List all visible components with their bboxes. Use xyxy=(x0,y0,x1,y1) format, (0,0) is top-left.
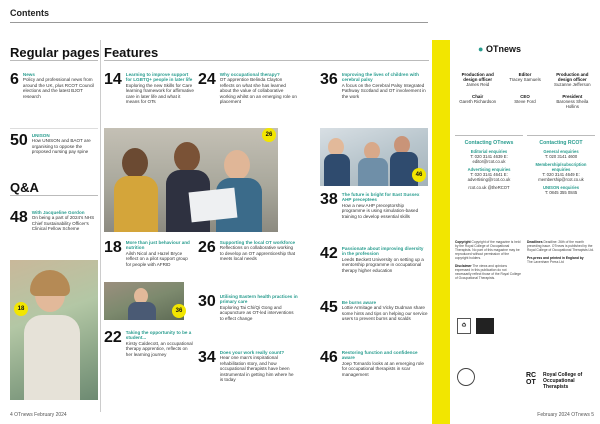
staff-role: Editor xyxy=(518,72,532,77)
entry-title: Learning to improve support for LGBTQ+ people in later life xyxy=(125,72,193,83)
page-number: 45 xyxy=(320,299,338,316)
entry-title: The future is bright for East Sussex AHP preceptees xyxy=(341,192,420,203)
feature-entry-38[interactable] xyxy=(320,192,428,219)
contact-value[interactable]: T: 020 3141 4641 E: advertising@rcot.co.uk xyxy=(467,172,511,182)
entry-title: Supporting the local OT workforce xyxy=(219,240,296,245)
staff-entry xyxy=(455,72,500,88)
page-badge: 36 xyxy=(172,304,186,318)
person-face xyxy=(224,150,250,180)
staff-role: Production and design officer xyxy=(461,72,494,83)
rcot-logo-mark: RC OT xyxy=(526,372,537,386)
staff-role: Production and design officer xyxy=(556,72,589,83)
contact-label: Membership/subscription enquiries xyxy=(535,162,587,172)
divider xyxy=(10,128,98,129)
group-photo xyxy=(104,128,278,232)
deadline-block xyxy=(527,240,595,264)
contact-label: Advertising enquiries xyxy=(467,167,511,172)
column-divider xyxy=(100,40,101,412)
tablet xyxy=(189,188,238,223)
contact-label: UNISON enquiries xyxy=(542,185,580,190)
staff-entry xyxy=(550,72,595,88)
footer-right: February 2024 OTnews 5 xyxy=(537,412,594,418)
entry-text xyxy=(126,72,194,104)
qa-photo xyxy=(10,260,98,400)
entry-description: Leeds Beckett University on setting up a mentorship programme in occupational therapy higher education xyxy=(341,256,424,273)
entry-title: Utilising Eastern health practices in primary care xyxy=(219,294,298,305)
feature-entry-36[interactable] xyxy=(320,72,428,99)
person-body xyxy=(24,315,80,400)
rcot-name: Royal College of Occupational Therapists xyxy=(543,372,583,390)
page-number: 22 xyxy=(104,329,122,346)
copyright-text: Copyright of the magazine is held by the Royal College of Occupational Therapists. No part of this magazine may be reproduced without permission of the copyright holders. xyxy=(455,240,521,260)
deadline-title: Deadlines xyxy=(527,240,543,244)
contact-otnews-box xyxy=(455,135,523,190)
person-body xyxy=(114,176,158,232)
entry-text xyxy=(220,72,298,104)
contact-rcot-box xyxy=(527,135,595,195)
deadline-text: Deadline: 26th of the month preceding issue. OTnews is published by the Royal College of Occupational Therapists Ltd. xyxy=(527,240,595,252)
contact-value[interactable]: T: 020 3141 4649 E: membership@rcot.co.uk xyxy=(538,172,584,182)
fsc-logo-icon xyxy=(476,318,494,334)
feature-entry-18[interactable] xyxy=(104,240,194,267)
entry-text xyxy=(342,350,428,377)
page-number: 46 xyxy=(320,349,338,366)
footer-left: 4 OTnews February 2024 xyxy=(10,412,67,418)
world-land-trust-icon xyxy=(457,368,475,386)
entry-text xyxy=(32,210,98,232)
page-number: 38 xyxy=(320,191,338,208)
staff-role: Chair xyxy=(472,93,484,99)
logo-text: OTnews xyxy=(485,44,521,54)
feature-entry-14[interactable] xyxy=(104,72,194,104)
staff-grid xyxy=(455,72,595,109)
entry-description: Hear one man's inspirational rehabilitation story, and how occupational therapists have been instrumental in getting him where he is today xyxy=(219,355,294,383)
staff-name: Steve Ford xyxy=(514,98,536,104)
entry-description: Ailsh Nicol and Hazel Bryce reflect on a pilot support group for people with AFRID xyxy=(125,250,188,267)
entry-description: Policy and professional news from around the UK, plus RCOT Council elections and the latest BJOT research xyxy=(22,77,95,99)
entry-text xyxy=(220,240,298,262)
page-header-title: Contents xyxy=(10,8,49,18)
entry-text xyxy=(32,133,98,155)
entry-description: Lottie Armitage and Vicky Dudman share some hints and tips on helping our service users to prevent burns and scalds xyxy=(341,305,428,322)
feature-entry-42[interactable] xyxy=(320,246,428,273)
page-badge: 18 xyxy=(14,302,28,316)
press-text: The Lavenham Press Ltd xyxy=(527,260,564,264)
entry-text xyxy=(126,330,194,357)
entry-text xyxy=(342,246,428,273)
feature-entry-24[interactable] xyxy=(198,72,298,104)
box-title: Contacting OTnews xyxy=(464,140,514,146)
staff-role: CEO xyxy=(520,93,530,99)
entry-title: Passionate about improving diversity in the profession xyxy=(341,246,424,257)
feature-entry-30[interactable] xyxy=(198,294,298,321)
page-number: 30 xyxy=(198,293,216,310)
regular-divider xyxy=(10,60,98,61)
contact-line xyxy=(527,162,595,182)
box-title: Contacting RCOT xyxy=(539,140,583,146)
social-links[interactable]: rcot.co.uk @theRCOT xyxy=(468,185,510,190)
regular-entry-unison[interactable] xyxy=(10,133,98,155)
contact-line xyxy=(455,167,523,182)
qa-divider xyxy=(10,195,98,196)
entry-description: On being a part of 2024's NHS Chief Sustainability Officer's Clinical Fellow Scheme xyxy=(31,215,95,232)
person-face xyxy=(122,148,148,178)
contact-label: Editorial enquiries xyxy=(470,149,508,154)
entry-description: Exploring the new Skills for Care learning framework for affirmative care in later life and what it means for OTs xyxy=(125,82,194,105)
entry-text xyxy=(126,240,194,267)
entry-title: Improving the lives of children with cerebral palsy xyxy=(341,72,419,83)
person-body xyxy=(128,302,156,320)
disclaimer-title: Disclaimer xyxy=(455,264,472,268)
entry-title: News xyxy=(22,72,35,77)
feature-entry-34[interactable] xyxy=(198,350,298,382)
qa-entry[interactable] xyxy=(10,210,98,232)
yellow-accent-bar xyxy=(432,40,450,424)
feature-entry-26[interactable] xyxy=(198,240,298,262)
person-body xyxy=(324,154,350,186)
staff-name: Suzanne Jefferson xyxy=(554,82,591,88)
copyright-block xyxy=(455,240,523,280)
otnews-logo xyxy=(478,44,521,54)
contact-value[interactable]: T: 020 3141 4600 xyxy=(544,154,578,159)
page-badge: 46 xyxy=(412,168,426,182)
entry-text xyxy=(220,294,298,321)
entry-title: Taking the opportunity to be a student... xyxy=(125,330,192,341)
person-hair xyxy=(30,270,70,296)
person-body xyxy=(358,158,388,186)
entry-text xyxy=(342,300,428,322)
section-title-qa: Q&A xyxy=(10,180,39,195)
staff-role: President xyxy=(562,93,583,99)
entry-title: Be burns aware xyxy=(341,300,377,305)
contact-value[interactable]: T: 0845 355 0845 xyxy=(544,190,578,195)
entry-description: How a new AHP preceptorship programme is using simulation-based training to develop essential skills xyxy=(341,202,419,219)
feature-entry-45[interactable] xyxy=(320,300,428,322)
entry-description: Exploring Tai Chi/Qi Gong and acupuncture as OT-led interventions to effect change xyxy=(219,304,294,321)
page-number: 42 xyxy=(320,245,338,262)
section-title-regular: Regular pages xyxy=(10,45,100,60)
entry-title: With Jacqueline Gordon xyxy=(31,210,85,215)
page-number: 26 xyxy=(198,239,216,256)
entry-text xyxy=(342,192,428,219)
page-number: 6 xyxy=(10,71,19,88)
entry-title: More than just behaviour and nutrition xyxy=(125,240,190,251)
entry-description: Joep Tornardo looks at an emerging role for occupational therapists in scar management xyxy=(341,360,424,377)
entry-description: How UNISON and BAOT are organising to oppose the proposed nursing pay spine xyxy=(31,138,91,155)
staff-entry xyxy=(455,94,500,110)
contact-line xyxy=(455,149,523,164)
page-number: 24 xyxy=(198,71,216,88)
staff-name: Gareth Richardson xyxy=(459,98,497,104)
entry-title: Restoring function and confidence aware xyxy=(341,350,418,361)
page-number: 50 xyxy=(10,132,28,149)
page-number: 48 xyxy=(10,209,28,226)
person-face xyxy=(174,142,200,172)
page-badge: 26 xyxy=(262,128,276,142)
entry-text xyxy=(220,350,298,382)
copyright-title: Copyright xyxy=(455,240,471,244)
logo-mark-icon: ● xyxy=(478,44,484,54)
page-number: 14 xyxy=(104,71,122,88)
entry-description: Reflections on collaborative working to develop an OT apprenticeship that meets local needs xyxy=(219,245,296,262)
entry-text xyxy=(23,72,98,99)
contact-line xyxy=(527,185,595,195)
page-number: 18 xyxy=(104,239,122,256)
entry-description: OT apprentice Belinda Clayton reflects on what she has learned about the value of collaborative working whilst on an emerging role on placement xyxy=(219,77,297,105)
entry-title: Does your work really count? xyxy=(219,350,285,355)
regular-entry-news[interactable] xyxy=(10,72,98,99)
recycle-icon: ♻ xyxy=(457,318,471,334)
section-title-features: Features xyxy=(104,45,159,60)
contact-label: General enquiries xyxy=(543,149,579,154)
staff-entry xyxy=(502,72,547,88)
press-title: Pre-press and printed in England by xyxy=(527,256,584,260)
staff-name: James Reid xyxy=(466,82,490,88)
staff-name: Tracey Samuels xyxy=(509,77,541,83)
features-divider xyxy=(104,60,429,61)
page-number: 36 xyxy=(320,71,338,88)
disclaimer-text: The views and opinions expressed in this publication do not necessarily reflect those of the Royal College of Occupational Therapists. xyxy=(455,264,521,280)
entry-text xyxy=(342,72,428,99)
feature-entry-46[interactable] xyxy=(320,350,428,377)
contact-value[interactable]: T: 020 3141 4639 E: editor@rcot.co.uk xyxy=(470,154,508,164)
header-divider xyxy=(10,22,428,23)
staff-entry xyxy=(502,94,547,110)
staff-name: Baroness Sheila Hollins xyxy=(556,98,589,110)
entry-title: UNISON xyxy=(31,133,50,138)
page-number: 34 xyxy=(198,349,216,366)
staff-entry xyxy=(550,94,595,110)
entry-title: Why occupational therapy? xyxy=(219,72,280,77)
entry-description: A focus on the Cerebral Palsy Integrated Pathway Scotland and OT involvement in the work xyxy=(341,82,426,99)
entry-description: Kirsty Caldecott, an occupational therapy apprentice, reflects on her learning journey xyxy=(125,340,193,357)
feature-entry-22[interactable] xyxy=(104,330,194,357)
contact-line xyxy=(527,149,595,159)
